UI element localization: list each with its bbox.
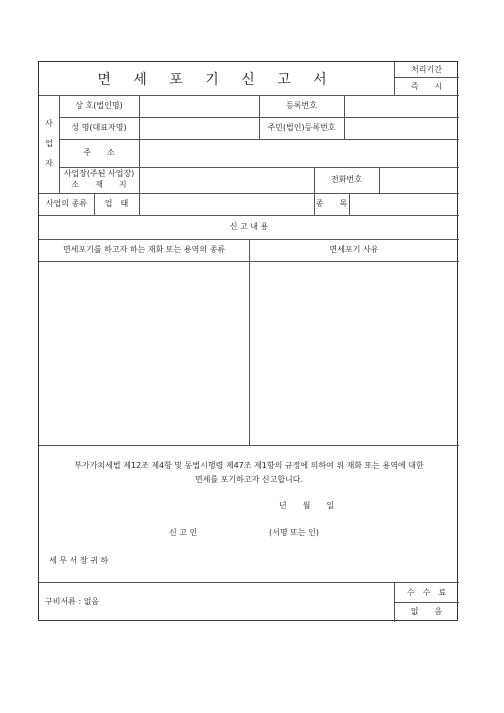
reporter-label: 신 고 인 — [169, 528, 198, 537]
rule — [379, 167, 380, 193]
rule — [39, 193, 459, 194]
business-category-label: 업 태 — [104, 199, 129, 208]
rule — [349, 193, 350, 215]
addressee: 세 무 서 장 귀 하 — [49, 556, 109, 565]
rule — [59, 139, 459, 140]
exempt-goods-column-header: 면세포기를 하고자 하는 재화 또는 용역의 종류 — [62, 245, 226, 254]
rule — [39, 445, 459, 446]
processing-period-label: 처리기간 — [411, 65, 442, 74]
applicant-side-label — [43, 114, 55, 174]
rule — [394, 602, 459, 603]
rule — [394, 77, 459, 78]
date-field: 년 월 일 — [279, 501, 335, 510]
business-place-label-2: 소 재 지 — [71, 180, 127, 189]
rule — [39, 215, 459, 216]
rule — [249, 239, 250, 445]
resident-number-label: 주민(법인)등록번호 — [267, 123, 336, 132]
rule — [344, 95, 345, 139]
tax-exemption-waiver-form — [38, 61, 458, 621]
fee-label: 수 수 료 — [406, 588, 447, 597]
address-label: 주 소 — [83, 148, 115, 157]
side-label-char: 업 — [45, 139, 53, 148]
side-label-char: 사 — [45, 119, 53, 128]
phone-label: 전화번호 — [331, 175, 362, 184]
rule — [39, 582, 459, 583]
declaration-line-1: 부가가치세법 제12조 제4항 및 동법시행령 제47조 제1항의 규정에 의하여 위 재화 또는 용역에 대한 — [74, 461, 424, 470]
report-section-title: 신 고 내 용 — [229, 222, 269, 231]
form-title: 면 세 포 기 신 고 서 — [97, 72, 336, 88]
rule — [139, 139, 140, 167]
trade-name-label: 상 호(법인명) — [75, 101, 123, 110]
rule — [59, 167, 459, 168]
rule — [139, 193, 140, 215]
waiver-reason-column-header: 면세포기 사유 — [329, 245, 379, 254]
business-type-label: 사업의 종류 — [45, 199, 88, 208]
rule — [139, 167, 140, 193]
side-label-char: 자 — [45, 159, 53, 168]
required-documents: 구비서류 : 없음 — [45, 597, 100, 606]
fee-value: 없 음 — [410, 607, 443, 616]
representative-name-label: 성 명(대표자명) — [71, 123, 127, 132]
business-item-label: 종 목 — [315, 199, 348, 208]
rule — [394, 582, 395, 622]
rule — [39, 95, 459, 96]
registration-number-label: 등록번호 — [286, 101, 317, 110]
rule — [139, 95, 140, 139]
declaration-line-2: 면세를 포기하고자 신고합니다. — [194, 475, 304, 484]
signature-note: (서명 또는 인) — [269, 528, 319, 537]
business-place-label: 사업장(주된 사업장) — [63, 169, 135, 178]
processing-period-value: 즉 시 — [410, 82, 443, 91]
